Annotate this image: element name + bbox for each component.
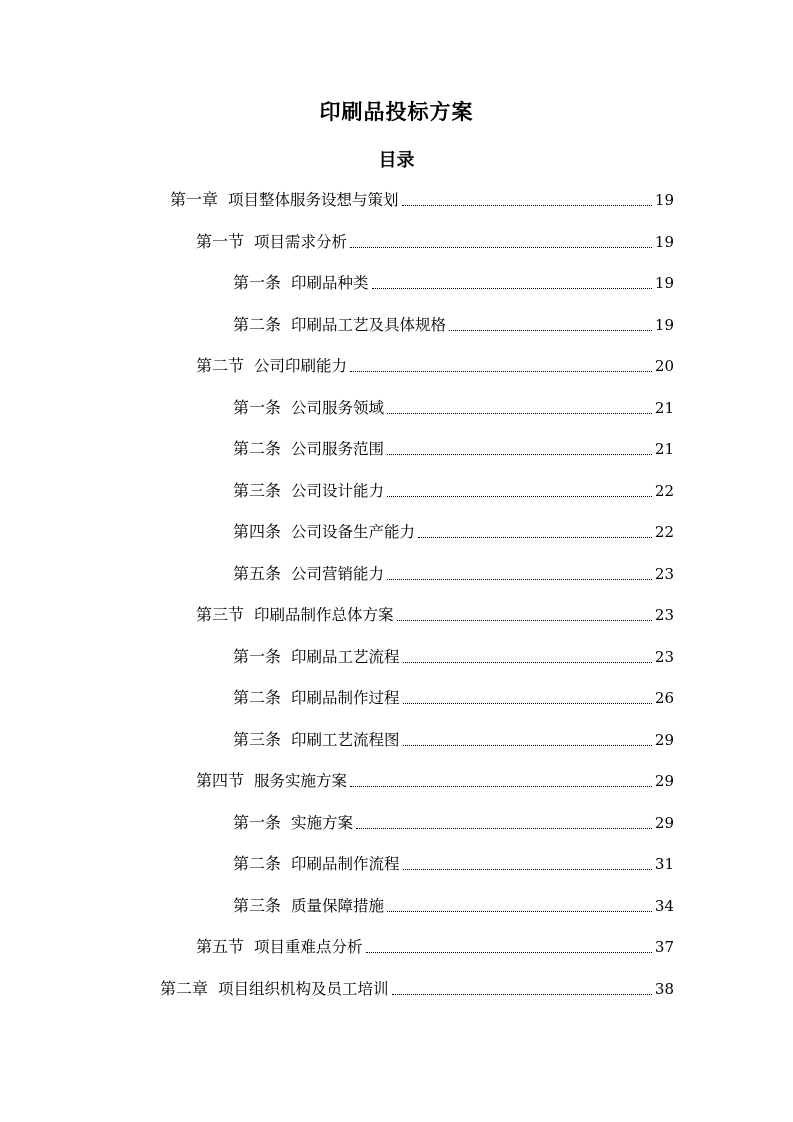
toc-entry-title: 印刷品种类 — [291, 274, 369, 292]
toc-entry[interactable] — [160, 974, 674, 1000]
toc-entry[interactable] — [196, 600, 674, 626]
toc-entry-number: 第四条 — [233, 522, 282, 541]
toc-entry[interactable] — [233, 808, 674, 834]
toc-entry-number: 第三节 — [196, 605, 245, 624]
toc-entry-title: 项目整体服务设想与策划 — [228, 191, 399, 209]
toc-entry-number: 第二节 — [196, 356, 245, 375]
toc-entry-page: 19 — [654, 191, 674, 209]
toc-dot-leader — [392, 994, 652, 995]
toc-entry-page: 23 — [654, 606, 674, 624]
toc-dot-leader — [356, 828, 652, 829]
toc-entry-title: 公司服务领域 — [291, 398, 385, 417]
toc-entry-page: 21 — [654, 398, 674, 417]
toc-entry-number: 第二章 — [160, 978, 209, 998]
toc-entry[interactable] — [233, 434, 674, 460]
toc-entry-title: 公司设备生产能力 — [291, 523, 416, 541]
toc-entry-page: 21 — [654, 440, 674, 458]
toc-dot-leader — [387, 496, 652, 497]
toc-entry[interactable] — [196, 932, 674, 958]
toc-entry-title: 印刷品制作过程 — [291, 689, 400, 707]
toc-entry-number: 第一章 — [170, 190, 219, 209]
toc-entry-title: 质量保障措施 — [291, 896, 385, 915]
toc-entry[interactable] — [196, 227, 674, 253]
toc-entry-title: 印刷品制作流程 — [291, 855, 400, 873]
toc-entry-number: 第一条 — [233, 273, 282, 292]
toc-dot-leader — [387, 454, 652, 455]
toc-entry-number: 第四节 — [196, 771, 245, 790]
toc-entry[interactable] — [233, 393, 674, 419]
toc-entry-title: 印刷品工艺流程 — [291, 647, 400, 666]
toc-dot-leader — [372, 288, 652, 289]
toc-entry-number: 第一条 — [233, 812, 282, 832]
toc-entry-title: 实施方案 — [291, 813, 354, 832]
toc-entry-title: 印刷品制作总体方案 — [254, 606, 394, 624]
toc-entry[interactable] — [233, 476, 674, 502]
toc-dot-leader — [387, 911, 652, 912]
toc-dot-leader — [387, 413, 652, 414]
toc-entry-page: 29 — [654, 730, 674, 749]
toc-entry[interactable] — [233, 559, 674, 585]
toc-entry-title: 印刷品工艺及具体规格 — [291, 315, 447, 334]
toc-dot-leader — [403, 745, 652, 746]
toc-entry[interactable] — [196, 766, 674, 792]
toc-entry-title: 公司营销能力 — [291, 564, 385, 583]
toc-entry-title: 公司设计能力 — [291, 481, 385, 500]
toc-entry-page: 26 — [654, 689, 674, 707]
toc-entry-page: 19 — [654, 232, 674, 251]
toc-entry-number: 第二条 — [233, 314, 282, 334]
toc-dot-leader — [402, 205, 652, 206]
toc-entry-number: 第一节 — [196, 231, 245, 251]
toc-entry[interactable] — [233, 517, 674, 543]
toc-entry-page: 22 — [654, 481, 674, 500]
toc-entry-title: 项目需求分析 — [254, 232, 348, 251]
toc-entry-number: 第五节 — [196, 937, 245, 956]
toc-entry-page: 19 — [654, 274, 674, 292]
toc-dot-leader — [418, 537, 652, 538]
toc-entry-number: 第三条 — [233, 729, 282, 749]
toc-entry-number: 第二条 — [233, 439, 282, 458]
toc-entry-page: 23 — [654, 647, 674, 666]
toc-dot-leader — [403, 703, 652, 704]
toc-entry-page: 29 — [654, 772, 674, 790]
toc-entry-title: 项目重难点分析 — [254, 938, 363, 956]
toc-entry-title: 公司印刷能力 — [254, 357, 348, 375]
toc-entry-page: 37 — [654, 938, 674, 956]
toc-entry-page: 34 — [654, 896, 674, 915]
toc-entry-title: 公司服务范围 — [291, 440, 385, 458]
toc-dot-leader — [350, 371, 652, 372]
toc-dot-leader — [397, 620, 652, 621]
toc-dot-leader — [449, 330, 652, 331]
toc-entry[interactable] — [233, 642, 674, 668]
toc-heading: 目录 — [378, 150, 415, 171]
toc-dot-leader — [403, 869, 652, 870]
toc-entry[interactable] — [170, 185, 674, 211]
toc-entry-number: 第三条 — [233, 480, 282, 500]
toc-dot-leader — [403, 662, 652, 663]
toc-entry[interactable] — [233, 849, 674, 875]
toc-dot-leader — [366, 952, 652, 953]
toc-entry[interactable] — [233, 268, 674, 294]
toc-entry-page: 38 — [654, 979, 674, 998]
toc-entry-number: 第一条 — [233, 646, 282, 666]
toc-entry-title: 项目组织机构及员工培训 — [218, 979, 389, 998]
toc-entry-page: 31 — [654, 855, 674, 873]
toc-dot-leader — [350, 247, 652, 248]
toc-entry-page: 19 — [654, 315, 674, 334]
toc-entry-title: 服务实施方案 — [254, 772, 348, 790]
toc-entry-number: 第二条 — [233, 688, 282, 707]
toc-entry[interactable] — [233, 891, 674, 917]
document-title: 印刷品投标方案 — [319, 100, 474, 124]
toc-entry-number: 第二条 — [233, 854, 282, 873]
toc-entry-page: 23 — [654, 564, 674, 583]
toc-entry-number: 第五条 — [233, 563, 282, 583]
toc-entry[interactable] — [196, 351, 674, 377]
toc-entry[interactable] — [233, 725, 674, 751]
toc-entry-page: 22 — [654, 523, 674, 541]
toc-entry[interactable] — [233, 310, 674, 336]
toc-entry-number: 第三条 — [233, 895, 282, 915]
toc-entry[interactable] — [233, 683, 674, 709]
toc-entry-number: 第一条 — [233, 397, 282, 417]
toc-entry-title: 印刷工艺流程图 — [291, 730, 400, 749]
toc-entry-page: 29 — [654, 813, 674, 832]
toc-dot-leader — [350, 786, 652, 787]
toc-dot-leader — [387, 579, 652, 580]
toc-entry-page: 20 — [654, 357, 674, 375]
